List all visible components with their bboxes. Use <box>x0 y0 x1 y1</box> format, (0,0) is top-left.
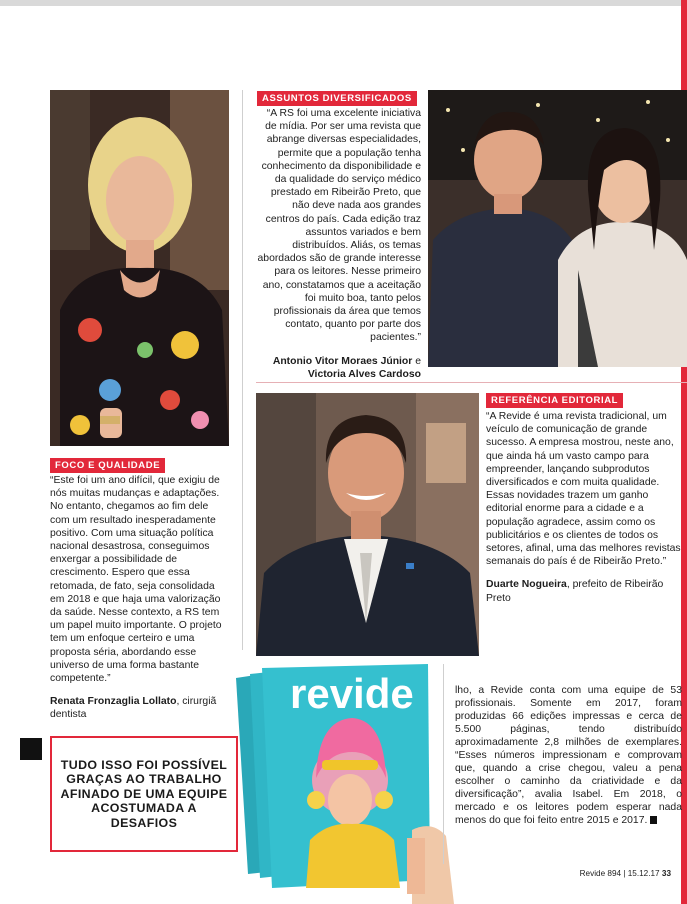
pull-quote-marker <box>20 738 42 760</box>
signature-conjunction: e <box>412 355 421 367</box>
quote-assuntos-text: “A RS foi uma excelente iniciativa de mídia. Por ser uma revista que abrange diversas especialidades, permite que a população tenha conhecimento da disponibilidade e da qualidade do serviço médico prestado em Ribeirão Preto, que não deve nada aos grandes centros do país. Cada edição traz assuntos variados e bem distribuídos. Aliás, os temas abordados são de grande interesse para os leitores. Nesse primeiro ano, constatamos que a aceitação foi muito boa, tanto pelos profissionais da área que temos contato, quanto por parte dos pacientes.” <box>257 108 421 344</box>
tag-referencia: REFERÊNCIA EDITORIAL <box>486 393 623 408</box>
page-folio <box>580 869 671 878</box>
signature-duarte <box>486 578 682 604</box>
signature-victoria: Victoria Alves Cardoso <box>307 368 421 380</box>
signature-duarte-name: Duarte Nogueira <box>486 579 567 591</box>
section-divider <box>256 382 687 383</box>
magazine-logo: revide <box>290 670 414 717</box>
photo-couple <box>428 90 687 367</box>
signature-renata <box>50 695 230 721</box>
column-divider-left <box>242 90 243 650</box>
signature-antonio: Antonio Vitor Moraes Júnior <box>272 355 413 367</box>
folio-edition: Revide 894 | 15.12.17 <box>579 869 660 878</box>
pull-quote-box <box>50 736 238 852</box>
quote-referencia <box>486 410 682 605</box>
photo-duarte <box>256 393 479 656</box>
folio-page-number: 33 <box>661 869 671 878</box>
top-rule <box>0 0 687 6</box>
tag-assuntos: ASSUNTOS DIVERSIFICADOS <box>257 91 417 106</box>
signature-duarte-role: , prefeito de Ribeirão Preto <box>486 579 664 604</box>
tag-foco: FOCO E QUALIDADE <box>50 458 165 473</box>
quote-foco-text: “Este foi um ano difícil, que exigiu de nós muitas mudanças e adaptações. No entanto, chegamos ao fim dele com um resultado inesperadamente positivo. Com uma situação política nacional desastrosa, conseguimos enxergar a possibilidade de crescimento. Espero que essa retomada, de fato, seja consolidada em 2018 e que haja uma valorização da saúde. Nesse contexto, a RS tem um papel muito importante. O projeto tem um enfoque certeiro e uma proposta séria, abordando esse universo de uma forma bastante competente.” <box>50 475 222 685</box>
signature-renata-name: Renata Fronzaglia Lollato <box>50 696 177 708</box>
signature-couple <box>257 355 421 381</box>
magazine-cover-stack <box>232 660 454 904</box>
quote-foco <box>50 474 230 722</box>
quote-referencia-text: “A Revide é uma revista tradicional, um veículo de comunicação de grande sucesso. A empresa mostrou, neste ano, que ainda há um vasto campo para empreender, lançando subprodutos diversificados e com muita qualidade. Essas novidades trazem um ganho editorial enorme para a cidade e a população agradece, assim como os publicitários e os clientes de todos os setores, afinal, uma das melhores revistas semanais do país é de Ribeirão Preto.” <box>486 411 681 568</box>
quote-assuntos <box>257 107 421 381</box>
article-body-content: lho, a Revide conta com uma equipe de 53 profissionais. Somente em 2017, foram produzidas 66 edições impressas e cerca de 5.500 páginas, tendo distribuído aproximadamente 2,8 milhões de exemplares. “Esses números impressionam e comprovam que, quando a crise chegou, valeu a pena escolher o caminho da criatividade e da diversificação”, avalia Isabel. Em 2018, o mercado e os leitores podem esperar nada menos do que foi feito entre 2015 e 2017. <box>455 685 682 826</box>
photo-renata <box>50 90 229 446</box>
column-divider-right <box>443 664 444 864</box>
signature-renata-role: , cirurgiã dentista <box>50 696 217 721</box>
pull-quote-text: TUDO ISSO FOI POSSÍVEL GRAÇAS AO TRABALHO AFINADO DE UMA EQUIPE ACOSTUMADA A DESAFIOS <box>60 757 228 830</box>
article-body-text <box>455 684 682 827</box>
end-of-article-mark <box>650 816 657 824</box>
